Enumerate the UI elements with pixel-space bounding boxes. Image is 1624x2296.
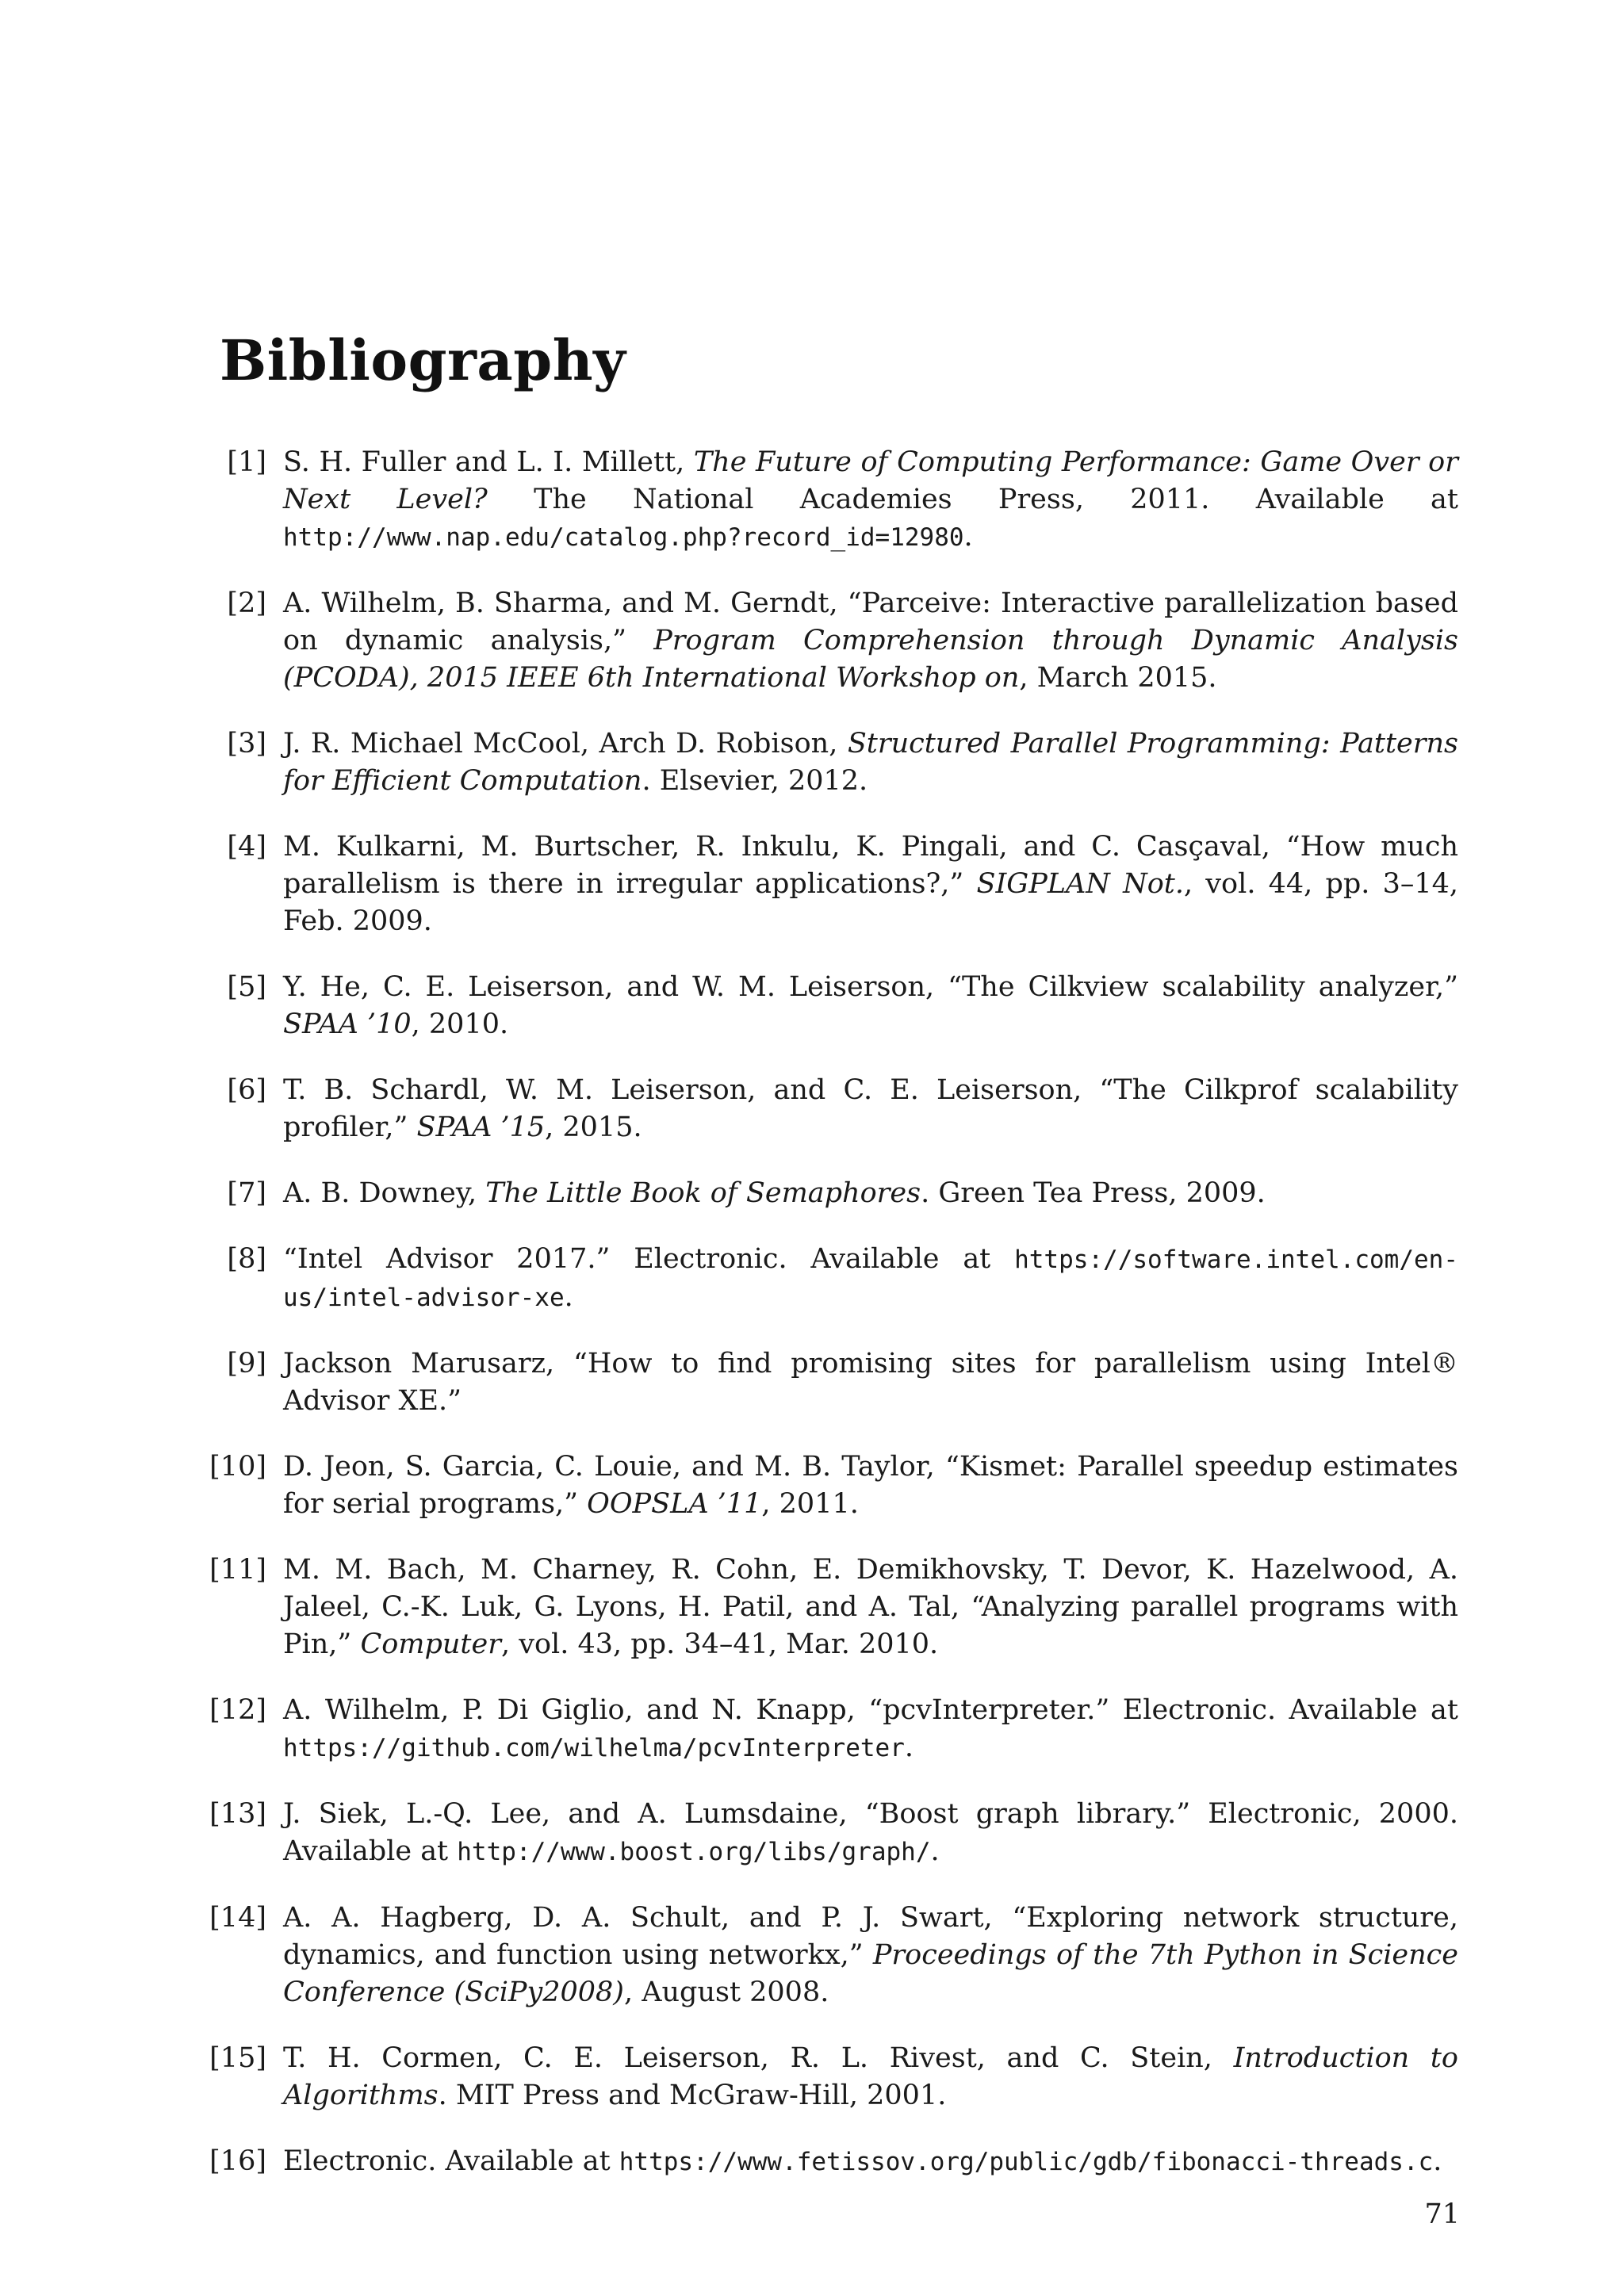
reference-text-segment: , vol. 44, pp. 3–14, Feb. 2009. — [283, 868, 1458, 937]
reference-text — [283, 1072, 1458, 1146]
reference-text-segment: D. Jeon, S. Garcia, C. Louie, and M. B. Taylor, “Kismet: Parallel speedup estimates for serial programs,” — [283, 1451, 1458, 1520]
reference-number: [9] — [227, 1348, 266, 1380]
reference-number: [13] — [209, 1798, 266, 1830]
reference-text-segment: The National Academies Press, 2011. Available at — [487, 484, 1458, 515]
reference-text — [283, 1241, 1458, 1317]
reference-text — [283, 2143, 1458, 2181]
reference-title-italic: SPAA ’10 — [283, 1008, 412, 1040]
reference-number: [6] — [227, 1074, 266, 1106]
reference-number: [7] — [227, 1177, 266, 1209]
reference-number: [8] — [227, 1243, 266, 1275]
reference-text-segment: . — [930, 1835, 940, 1867]
reference-title-italic: Introduction to Algorithms — [283, 2042, 1458, 2111]
reference-text — [283, 725, 1458, 800]
reference-text-segment: . — [963, 521, 973, 553]
reference-url: http://www.boost.org/libs/graph/ — [457, 1838, 931, 1866]
reference-title-italic: SPAA ’15 — [416, 1112, 546, 1143]
reference-title-italic: Computer — [360, 1628, 501, 1660]
reference-number: [1] — [227, 446, 266, 478]
reference-url: http://www.nap.edu/catalog.php?record_id=12980 — [283, 523, 964, 552]
reference-text-segment: “Intel Advisor 2017.” Electronic. Available at — [283, 1243, 1015, 1275]
page-title: Bibliography — [220, 327, 626, 393]
reference-entry — [0, 1345, 1624, 1420]
reference-number: [10] — [209, 1451, 266, 1483]
reference-entry — [0, 1175, 1624, 1212]
reference-text — [283, 969, 1458, 1043]
reference-entry — [0, 1448, 1624, 1523]
reference-number: [12] — [209, 1694, 266, 1726]
reference-text-segment: Jackson Marusarz, “How to find promising sites for parallelism using Intel® Advisor XE.” — [283, 1348, 1458, 1417]
reference-text-segment: T. H. Cormen, C. E. Leiserson, R. L. Rivest, and C. Stein, — [283, 2042, 1234, 2074]
reference-entry — [0, 2040, 1624, 2114]
page-number: 71 — [1424, 2198, 1460, 2230]
reference-text — [283, 1345, 1458, 1420]
reference-entry — [0, 2143, 1624, 2181]
reference-list — [0, 444, 1624, 2210]
reference-text-segment: , 2015. — [545, 1112, 642, 1143]
reference-text-segment: . Green Tea Press, 2009. — [921, 1177, 1266, 1209]
reference-number: [4] — [227, 831, 266, 863]
reference-url: https://github.com/wilhelma/pcvInterpreter — [283, 1734, 905, 1762]
reference-entry — [0, 969, 1624, 1043]
reference-text — [283, 585, 1458, 697]
reference-text-segment: S. H. Fuller and L. I. Millett, — [283, 446, 694, 478]
reference-text — [283, 1448, 1458, 1523]
reference-text-segment: T. B. Schardl, W. M. Leiserson, and C. E. Leiserson, “The Cilkprof scalability profiler,” — [283, 1074, 1458, 1143]
reference-entry — [0, 828, 1624, 940]
reference-url: https://software.intel.com/en-us/intel-advisor-xe — [283, 1246, 1458, 1312]
reference-entry — [0, 1552, 1624, 1663]
reference-text — [283, 2040, 1458, 2114]
reference-text-segment: , 2011. — [761, 1488, 859, 1520]
reference-entry — [0, 725, 1624, 800]
reference-text — [283, 1900, 1458, 2011]
reference-text — [283, 1796, 1458, 1871]
reference-text-segment: , August 2008. — [623, 1976, 829, 2008]
reference-number: [15] — [209, 2042, 266, 2074]
reference-number: [16] — [209, 2145, 266, 2177]
reference-title-italic: Proceedings of the 7th Python in Science Conference (SciPy2008) — [283, 1939, 1458, 2008]
reference-number: [2] — [227, 587, 266, 619]
reference-text-segment: . Elsevier, 2012. — [642, 765, 868, 797]
reference-text-segment: J. R. Michael McCool, Arch D. Robison, — [283, 728, 848, 760]
reference-entry — [0, 585, 1624, 697]
reference-text-segment: A. Wilhelm, B. Sharma, and M. Gerndt, “Parceive: Interactive parallelization based on dynamic analysis,” — [283, 587, 1458, 656]
reference-entry — [0, 1692, 1624, 1767]
reference-text-segment: A. Wilhelm, P. Di Giglio, and N. Knapp, “pcvInterpreter.” Electronic. Available at — [283, 1694, 1458, 1726]
reference-text-segment: M. Kulkarni, M. Burtscher, R. Inkulu, K. Pingali, and C. Casçaval, “How much parallelism is there in irregular applications?,” — [283, 831, 1458, 900]
reference-text-segment: M. M. Bach, M. Charney, R. Cohn, E. Demikhovsky, T. Devor, K. Hazelwood, A. Jaleel, C.-K. Luk, G. Lyons, H. Patil, and A. Tal, “Analyzing parallel programs with Pin,” — [283, 1554, 1458, 1660]
reference-text-segment: J. Siek, L.-Q. Lee, and A. Lumsdaine, “Boost graph library.” Electronic, 2000. Available at — [283, 1798, 1458, 1867]
reference-number: [14] — [209, 1902, 266, 1934]
reference-number: [5] — [227, 971, 266, 1003]
reference-text-segment: A. A. Hagberg, D. A. Schult, and P. J. Swart, “Exploring network structure, dynamics, and function using networkx,” — [283, 1902, 1458, 1971]
reference-text-segment: . — [904, 1732, 914, 1763]
reference-text — [283, 828, 1458, 940]
reference-text-segment: . MIT Press and McGraw-Hill, 2001. — [438, 2080, 947, 2111]
reference-title-italic: The Future of Computing Performance: Game Over or Next Level? — [283, 446, 1458, 515]
reference-title-italic: OOPSLA ’11 — [587, 1488, 762, 1520]
reference-text-segment: , March 2015. — [1019, 662, 1217, 694]
reference-title-italic: Program Comprehension through Dynamic Analysis (PCODA), 2015 IEEE 6th International Workshop on — [283, 625, 1459, 694]
reference-title-italic: The Little Book of Semaphores — [485, 1177, 921, 1209]
reference-entry — [0, 1072, 1624, 1146]
reference-text-segment: Electronic. Available at — [283, 2145, 619, 2177]
reference-title-italic: Structured Parallel Programming: Patterns for Efficient Computation — [283, 728, 1458, 797]
reference-text-segment: , vol. 43, pp. 34–41, Mar. 2010. — [500, 1628, 939, 1660]
reference-text — [283, 1692, 1458, 1767]
reference-text — [283, 444, 1458, 557]
reference-text — [283, 1175, 1458, 1212]
reference-text-segment: . — [1433, 2145, 1442, 2177]
reference-text-segment: A. B. Downey, — [283, 1177, 486, 1209]
reference-entry — [0, 1900, 1624, 2011]
reference-text-segment: Y. He, C. E. Leiserson, and W. M. Leiserson, “The Cilkview scalability analyzer,” — [283, 971, 1458, 1003]
reference-entry — [0, 444, 1624, 557]
reference-text-segment: . — [564, 1281, 573, 1313]
reference-title-italic: SIGPLAN Not. — [976, 868, 1184, 900]
reference-entry — [0, 1796, 1624, 1871]
reference-entry — [0, 1241, 1624, 1317]
reference-text-segment: , 2010. — [411, 1008, 509, 1040]
reference-text — [283, 1552, 1458, 1663]
reference-number: [11] — [209, 1554, 266, 1586]
reference-number: [3] — [227, 728, 266, 760]
reference-url: https://www.fetissov.org/public/gdb/fibonacci-threads.c — [619, 2148, 1434, 2176]
